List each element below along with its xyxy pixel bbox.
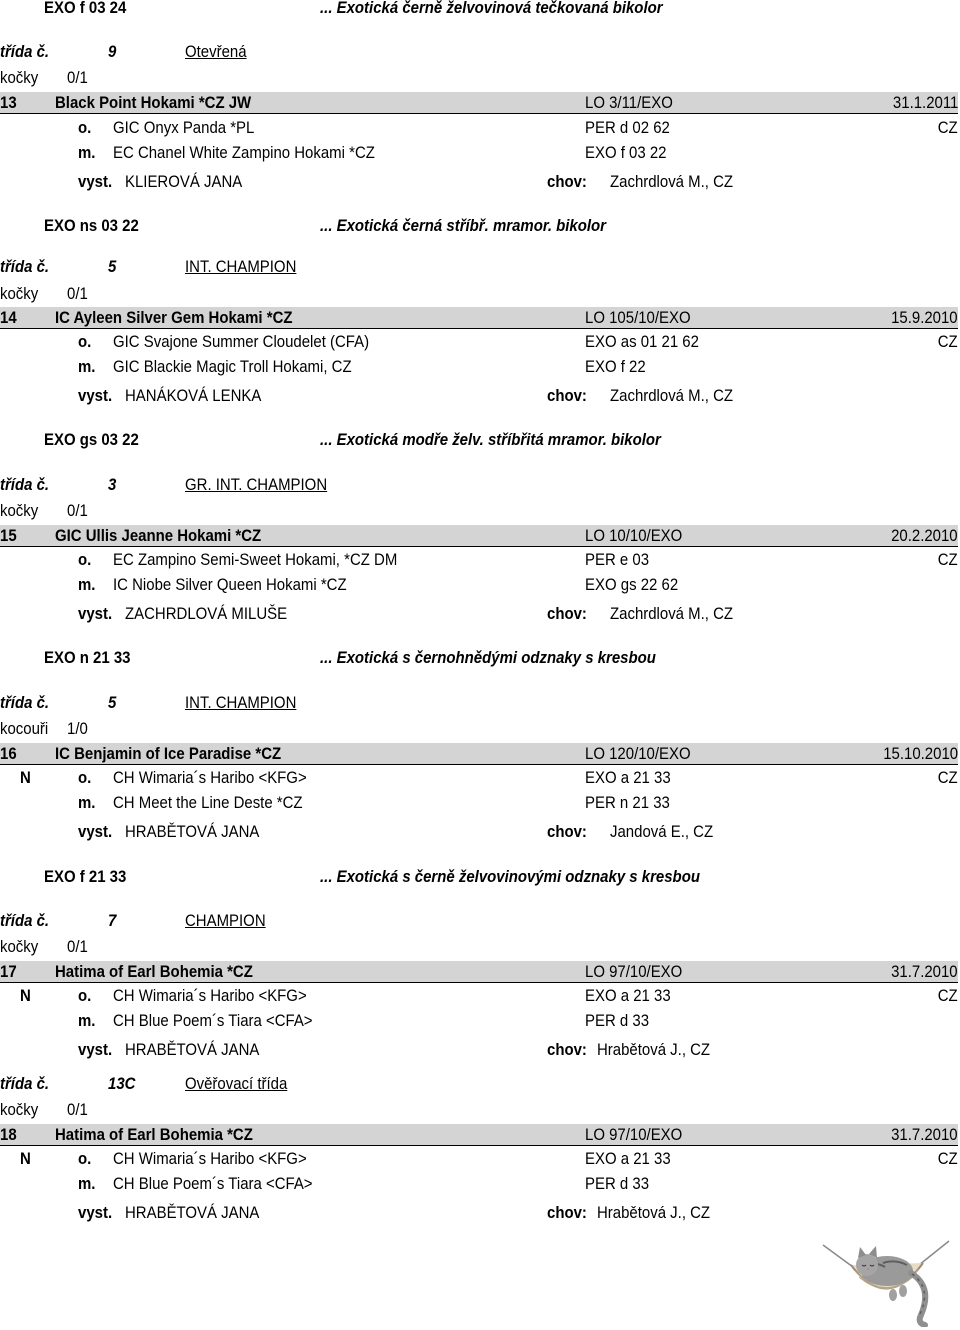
sire-country: CZ: [938, 550, 958, 569]
class-name: GR. INT. CHAMPION: [185, 475, 328, 494]
pedigree-number: LO 120/10/EXO: [585, 744, 691, 763]
dam-name: CH Blue Poem´s Tiara <CFA>: [113, 1174, 313, 1193]
breeder-label: chov:: [547, 386, 587, 405]
group-desc: ... Exotická modře želv. stříbřitá mramor. bikolor: [320, 430, 661, 449]
class-name: Ověřovací třída: [185, 1074, 288, 1093]
class-name: Otevřená: [185, 42, 247, 61]
breeder-label: chov:: [547, 604, 587, 623]
exhibitor-name: HRABĚTOVÁ JANA: [125, 1040, 260, 1059]
entry-number: 17: [0, 962, 17, 981]
sire-country: CZ: [938, 986, 958, 1005]
breeder-label: chov:: [547, 822, 587, 841]
dam-label: m.: [78, 1011, 96, 1030]
class-number: 5: [108, 257, 117, 276]
dam-label: m.: [78, 793, 96, 812]
novice-mark: N: [20, 768, 31, 787]
breeder-name: Zachrdlová M., CZ: [610, 604, 734, 623]
sire-country: CZ: [938, 332, 958, 351]
exhibitor-label: vyst.: [78, 386, 113, 405]
sex-label: kocouři: [0, 719, 49, 738]
cat-name: Hatima of Earl Bohemia *CZ: [55, 1125, 253, 1144]
class-name: CHAMPION: [185, 911, 266, 930]
breeder-name: Jandová E., CZ: [610, 822, 714, 841]
entry-number: 18: [0, 1125, 17, 1144]
breeder-name: Zachrdlová M., CZ: [610, 386, 734, 405]
group-code: EXO ns 03 22: [44, 216, 139, 235]
novice-mark: N: [20, 1149, 31, 1168]
entry-rule: [0, 1145, 958, 1146]
birth-date: 20.2.2010: [891, 526, 958, 545]
class-name: INT. CHAMPION: [185, 257, 297, 276]
sire-label: o.: [78, 1149, 92, 1168]
sex-count: 0/1: [67, 937, 88, 956]
group-code: EXO f 21 33: [44, 867, 127, 886]
exhibitor-name: KLIEROVÁ JANA: [125, 172, 243, 191]
group-desc: ... Exotická černá stříbř. mramor. bikolor: [320, 216, 607, 235]
cat-name: IC Ayleen Silver Gem Hokami *CZ: [55, 308, 293, 327]
sex-count: 0/1: [67, 68, 88, 87]
pedigree-number: LO 10/10/EXO: [585, 526, 683, 545]
pedigree-number: LO 97/10/EXO: [585, 962, 683, 981]
sire-name: GIC Svajone Summer Cloudelet (CFA): [113, 332, 370, 351]
dam-name: EC Chanel White Zampino Hokami *CZ: [113, 143, 375, 162]
group-code: EXO gs 03 22: [44, 430, 139, 449]
sex-count: 1/0: [67, 719, 88, 738]
entry-number: 13: [0, 93, 17, 112]
exhibitor-label: vyst.: [78, 822, 113, 841]
cat-name: GIC Ullis Jeanne Hokami *CZ: [55, 526, 262, 545]
sex-count: 0/1: [67, 501, 88, 520]
birth-date: 15.9.2010: [891, 308, 958, 327]
entry-rule: [0, 113, 958, 114]
sire-name: CH Wimaria´s Haribo <KFG>: [113, 986, 307, 1005]
sire-label: o.: [78, 768, 92, 787]
dam-ems: EXO gs 22 62: [585, 575, 679, 594]
class-label: třída č.: [0, 1074, 50, 1093]
dam-name: IC Niobe Silver Queen Hokami *CZ: [113, 575, 347, 594]
sire-country: CZ: [938, 768, 958, 787]
sire-ems: PER e 03: [585, 550, 650, 569]
sex-count: 0/1: [67, 1100, 88, 1119]
breeder-name: Zachrdlová M., CZ: [610, 172, 734, 191]
entry-number: 15: [0, 526, 17, 545]
dam-ems: EXO f 22: [585, 357, 646, 376]
breeder-name: Hrabětová J., CZ: [597, 1203, 711, 1222]
sire-label: o.: [78, 332, 92, 351]
dam-label: m.: [78, 143, 96, 162]
sire-name: CH Wimaria´s Haribo <KFG>: [113, 768, 307, 787]
breeder-name: Hrabětová J., CZ: [597, 1040, 711, 1059]
sex-label: kočky: [0, 284, 39, 303]
class-number: 5: [108, 693, 117, 712]
class-name: INT. CHAMPION: [185, 693, 297, 712]
dam-name: CH Blue Poem´s Tiara <CFA>: [113, 1011, 313, 1030]
birth-date: 31.7.2010: [891, 1125, 958, 1144]
exhibitor-name: HANÁKOVÁ LENKA: [125, 386, 262, 405]
sex-label: kočky: [0, 501, 39, 520]
sex-label: kočky: [0, 68, 39, 87]
group-code: EXO n 21 33: [44, 648, 131, 667]
sire-label: o.: [78, 118, 92, 137]
sire-ems: EXO a 21 33: [585, 1149, 671, 1168]
birth-date: 31.1.2011: [892, 93, 958, 112]
dam-ems: PER d 33: [585, 1011, 650, 1030]
sire-ems: EXO as 01 21 62: [585, 332, 699, 351]
dam-label: m.: [78, 1174, 96, 1193]
dam-name: GIC Blackie Magic Troll Hokami, CZ: [113, 357, 352, 376]
class-label: třída č.: [0, 911, 50, 930]
novice-mark: N: [20, 986, 31, 1005]
sire-name: GIC Onyx Panda *PL: [113, 118, 255, 137]
breeder-label: chov:: [547, 172, 587, 191]
class-label: třída č.: [0, 42, 50, 61]
dam-label: m.: [78, 357, 96, 376]
pedigree-number: LO 3/11/EXO: [585, 93, 673, 112]
breeder-label: chov:: [547, 1040, 587, 1059]
sire-country: CZ: [938, 118, 958, 137]
exhibitor-label: vyst.: [78, 1203, 113, 1222]
sex-count: 0/1: [67, 284, 88, 303]
group-code: EXO f 03 24: [44, 0, 127, 17]
entry-number: 16: [0, 744, 17, 763]
cat-name: Black Point Hokami *CZ JW: [55, 93, 252, 112]
exhibitor-label: vyst.: [78, 604, 113, 623]
sex-label: kočky: [0, 937, 39, 956]
dam-name: CH Meet the Line Deste *CZ: [113, 793, 303, 812]
class-label: třída č.: [0, 693, 50, 712]
cat-name: Hatima of Earl Bohemia *CZ: [55, 962, 253, 981]
cat-name: IC Benjamin of Ice Paradise *CZ: [55, 744, 282, 763]
exhibitor-name: HRABĚTOVÁ JANA: [125, 822, 260, 841]
sex-label: kočky: [0, 1100, 39, 1119]
dam-ems: PER d 33: [585, 1174, 650, 1193]
sleeping-kitten-icon: [815, 1205, 957, 1327]
sire-label: o.: [78, 550, 92, 569]
breeder-label: chov:: [547, 1203, 587, 1222]
sire-ems: EXO a 21 33: [585, 986, 671, 1005]
sire-name: CH Wimaria´s Haribo <KFG>: [113, 1149, 307, 1168]
dam-ems: EXO f 03 22: [585, 143, 667, 162]
exhibitor-name: HRABĚTOVÁ JANA: [125, 1203, 260, 1222]
group-desc: ... Exotická černě želvovinová tečkovaná bikolor: [320, 0, 663, 17]
birth-date: 15.10.2010: [883, 744, 958, 763]
class-label: třída č.: [0, 475, 50, 494]
exhibitor-name: ZACHRDLOVÁ MILUŠE: [125, 604, 288, 623]
sire-ems: PER d 02 62: [585, 118, 670, 137]
group-desc: ... Exotická s černohnědými odznaky s kresbou: [320, 648, 656, 667]
dam-ems: PER n 21 33: [585, 793, 670, 812]
dam-label: m.: [78, 575, 96, 594]
pedigree-number: LO 97/10/EXO: [585, 1125, 683, 1144]
class-number: 3: [108, 475, 117, 494]
sire-country: CZ: [938, 1149, 958, 1168]
class-number: 7: [108, 911, 117, 930]
pedigree-number: LO 105/10/EXO: [585, 308, 691, 327]
sire-name: EC Zampino Semi-Sweet Hokami, *CZ DM: [113, 550, 398, 569]
entry-rule: [0, 982, 958, 983]
entry-number: 14: [0, 308, 17, 327]
exhibitor-label: vyst.: [78, 1040, 113, 1059]
sire-label: o.: [78, 986, 92, 1005]
entry-rule: [0, 328, 958, 329]
entry-rule: [0, 546, 958, 547]
entry-rule: [0, 764, 958, 765]
exhibitor-label: vyst.: [78, 172, 113, 191]
class-number: 9: [108, 42, 117, 61]
sire-ems: EXO a 21 33: [585, 768, 671, 787]
class-number: 13C: [108, 1074, 136, 1093]
class-label: třída č.: [0, 257, 50, 276]
birth-date: 31.7.2010: [891, 962, 958, 981]
group-desc: ... Exotická s černě želvovinovými odznaky s kresbou: [320, 867, 700, 886]
